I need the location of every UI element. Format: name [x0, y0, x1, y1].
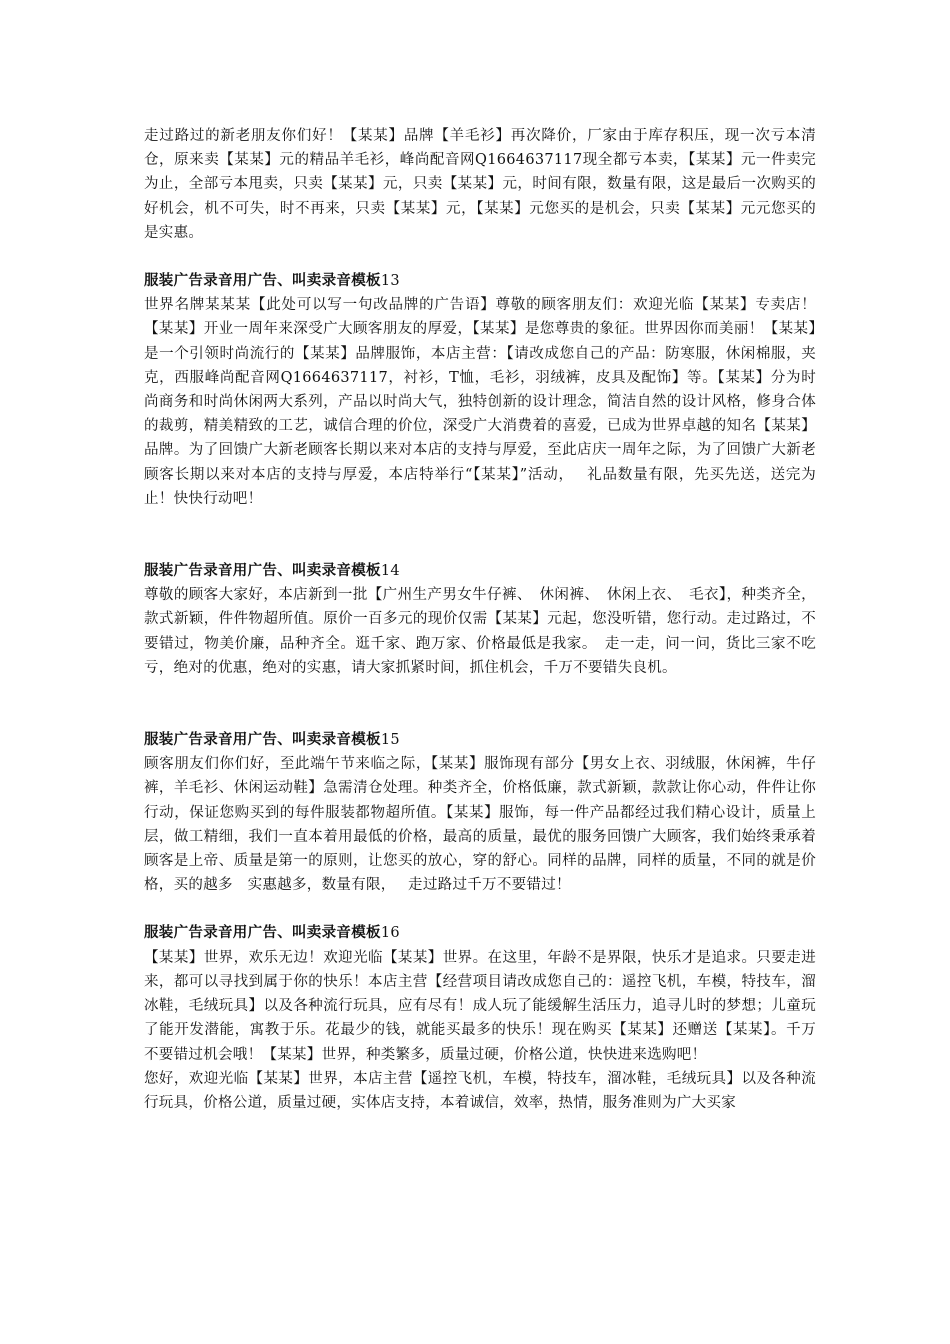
- section-number: 14: [380, 563, 400, 580]
- section-14: [144, 559, 816, 680]
- section-heading: [144, 921, 816, 945]
- section-paragraph: 【某某】世界，欢乐无边！欢迎光临【某某】世界。在这里，年龄不是界限，快乐才是追求。只要走进来，都可以寻找到属于你的快乐！本店主营【经营项目请改成您自己的：遥控飞机，车模，特技车，溜冰鞋，毛绒玩具】以及各种流行玩具，应有尽有！成人玩了能缓解生活压力，追寻儿时的梦想；儿童玩了能开发潜能，寓教于乐。花最少的钱，就能买最多的快乐！现在购买【某某】还赠送【某某】。千万不要错过机会哦！【某某】世界，种类繁多，质量过硬，价格公道，快快进来选购吧！: [144, 949, 816, 1063]
- section-title: 服装广告录音用广告、叫卖录音模板: [144, 563, 381, 580]
- section-paragraph: 顾客朋友们你们好，至此端午节来临之际，【某某】服饰现有部分【男女上衣、羽绒服，休闲裤，牛仔裤，羊毛衫、休闲运动鞋】急需清仓处理。种类齐全，价格低廉，款式新颖，款款让你心动，件件让你行动，保证您购买到的每件服装都物超所值。【某某】服饰，每一件产品都经过我们精心设计，质量上层，做工精细，我们一直本着用最低的价格，最高的质量，最优的服务回馈广大顾客，我们始终秉承着顾客是上帝、质量是第一的原则，让您买的放心，穿的舒心。同样的品牌，同样的质量，不同的就是价格，买的越多 实惠越多，数量有限， 走过路过千万不要错过！: [144, 756, 816, 894]
- section-paragraph: 世界名牌某某某【此处可以写一句改品牌的广告语】尊敬的顾客朋友们：欢迎光临【某某】专卖店！【某某】开业一周年来深受广大顾客朋友的厚爱，【某某】是您尊贵的象征。世界因你而美丽！【某某】是一个引领时尚流行的【某某】品牌服饰，本店主营：【请改成您自己的产品：防寒服，休闲棉服，夹克，西服峰尚配音网Q1664637117，衬衫，T恤，毛衫，羽绒裤，皮具及配饰】等。【某某】分为时尚商务和时尚休闲两大系列，产品以时尚大气，独特创新的设计理念，简洁自然的设计风格，修身合体的裁剪，精美精致的工艺，诚信合理的价位，深受广大消费着的喜爱，已成为世界卓越的知名【某某】品牌。为了回馈广大新老顾客长期以来对本店的支持与厚爱，至此店庆一周年之际，为了回馈广大新老顾客长期以来对本店的支持与厚爱，本店特举行“【某某】”活动， 礼品数量有限，先买先送，送完为止！快快行动吧！: [144, 297, 816, 507]
- section-13: [144, 269, 816, 511]
- section-paragraph: 您好，欢迎光临【某某】世界，本店主营【遥控飞机，车模，特技车，溜冰鞋，毛绒玩具】以及各种流行玩具，价格公道，质量过硬，实体店支持，本着诚信，效率，热情，服务准则为广大买家: [144, 1070, 816, 1111]
- section-number: 16: [380, 925, 400, 942]
- section-paragraph: 尊敬的顾客大家好，本店新到一批【广州生产男女牛仔裤、 休闲裤、 休闲上衣、 毛衣】，种类齐全，款式新颖，件件物超所值。原价一百多元的现价仅需【某某】元起，您没听错，您行动。走过路过，不要错过，物美价廉，品种齐全。逛千家、跑万家、价格最低是我家。 走一走，问一问，货比三家不吃亏，绝对的优惠，绝对的实惠，请大家抓紧时间，抓住机会，千万不要错失良机。: [144, 587, 816, 676]
- spacer: [144, 245, 816, 269]
- section-number: 13: [380, 273, 400, 290]
- section-15: [144, 728, 816, 897]
- spacer: [144, 897, 816, 921]
- section-title: 服装广告录音用广告、叫卖录音模板: [144, 273, 381, 290]
- section-heading: [144, 269, 816, 293]
- section-heading: [144, 559, 816, 583]
- section-number: 15: [380, 732, 400, 749]
- section-title: 服装广告录音用广告、叫卖录音模板: [144, 732, 381, 749]
- document-page: [144, 124, 816, 1115]
- section-title: 服装广告录音用广告、叫卖录音模板: [144, 925, 381, 942]
- spacer: [144, 511, 816, 559]
- spacer: [144, 680, 816, 728]
- intro-paragraph: 走过路过的新老朋友你们好！【某某】品牌【羊毛衫】再次降价，厂家由于库存积压，现一次亏本清仓，原来卖【某某】元的精品羊毛衫，峰尚配音网Q1664637117现全都亏本卖，【某某】元一件卖完为止，全部亏本甩卖，只卖【某某】元，只卖【某某】元，时间有限，数量有限，这是最后一次购买的好机会，机不可失，时不再来，只卖【某某】元，【某某】元您买的是机会，只卖【某某】元元您买的是实惠。: [144, 128, 816, 241]
- section-heading: [144, 728, 816, 752]
- section-16: [144, 921, 816, 1115]
